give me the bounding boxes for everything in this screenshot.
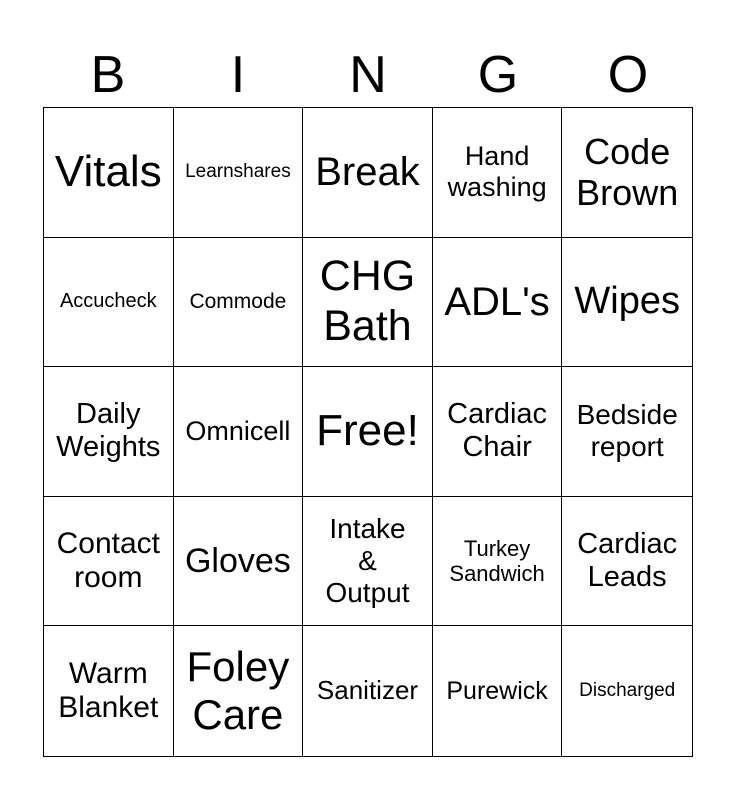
bingo-cell[interactable] bbox=[174, 238, 304, 368]
header-letter-g: G bbox=[477, 46, 519, 104]
bingo-cell-label: ADL's bbox=[444, 279, 550, 324]
bingo-cell-label: Commode bbox=[189, 289, 287, 313]
header-letter-n: N bbox=[349, 46, 387, 104]
bingo-cell[interactable] bbox=[433, 367, 563, 497]
bingo-cell[interactable] bbox=[433, 497, 563, 627]
header-letter-b: B bbox=[90, 46, 126, 104]
bingo-cell-label: CHG Bath bbox=[319, 252, 416, 350]
bingo-cell-label: Turkey Sandwich bbox=[449, 535, 545, 587]
bingo-cell-label: Intake & Output bbox=[325, 512, 410, 609]
bingo-cell-label: Foley Care bbox=[186, 642, 290, 739]
bingo-cell[interactable] bbox=[44, 238, 174, 368]
bingo-cell[interactable] bbox=[303, 108, 433, 238]
bingo-cell[interactable] bbox=[433, 108, 563, 238]
bingo-cell-label: Bedside report bbox=[576, 399, 678, 463]
bingo-cell[interactable] bbox=[433, 238, 563, 368]
bingo-cell[interactable] bbox=[174, 367, 304, 497]
bingo-cell-label: Cardiac Leads bbox=[577, 527, 678, 594]
bingo-header bbox=[43, 44, 693, 106]
bingo-cell[interactable] bbox=[562, 108, 692, 238]
bingo-board bbox=[43, 107, 693, 757]
bingo-cell-label: Free! bbox=[316, 406, 419, 456]
bingo-cell-label: Gloves bbox=[184, 541, 291, 580]
bingo-cell-label: Discharged bbox=[579, 680, 676, 702]
bingo-cell[interactable] bbox=[44, 626, 174, 756]
bingo-cell[interactable] bbox=[303, 238, 433, 368]
bingo-cell[interactable] bbox=[303, 626, 433, 756]
bingo-cell-label: Omnicell bbox=[185, 415, 291, 446]
bingo-cell-label: Accucheck bbox=[59, 290, 157, 313]
bingo-cell[interactable] bbox=[174, 108, 304, 238]
bingo-cell-label: Code Brown bbox=[576, 130, 679, 214]
bingo-cell[interactable] bbox=[433, 626, 563, 756]
bingo-cell[interactable] bbox=[562, 497, 692, 627]
bingo-cell[interactable] bbox=[44, 367, 174, 497]
bingo-cell-label: Wipes bbox=[574, 280, 680, 323]
bingo-cell-label: Contact room bbox=[56, 526, 160, 595]
bingo-cell[interactable] bbox=[174, 626, 304, 756]
bingo-free-space[interactable] bbox=[303, 367, 433, 497]
bingo-cell-label: Sanitizer bbox=[316, 675, 419, 706]
bingo-cell[interactable] bbox=[44, 497, 174, 627]
header-letter-i: I bbox=[230, 46, 246, 104]
bingo-cell-label: Break bbox=[315, 150, 420, 195]
bingo-cell[interactable] bbox=[562, 238, 692, 368]
bingo-cell-label: Learnshares bbox=[185, 161, 291, 183]
bingo-cell[interactable] bbox=[562, 626, 692, 756]
bingo-cell-label: Vitals bbox=[54, 147, 162, 196]
bingo-cell[interactable] bbox=[303, 497, 433, 627]
header-letter-o: O bbox=[607, 46, 649, 104]
bingo-cell[interactable] bbox=[174, 497, 304, 627]
bingo-cell-label: Purewick bbox=[446, 676, 548, 705]
bingo-cell-label: Hand washing bbox=[447, 141, 547, 203]
bingo-cell-label: Cardiac Chair bbox=[447, 398, 548, 464]
bingo-cell-label: Warm Blanket bbox=[58, 656, 159, 725]
bingo-cell-label: Daily Weights bbox=[56, 398, 161, 464]
bingo-cell[interactable] bbox=[562, 367, 692, 497]
bingo-cell[interactable] bbox=[44, 108, 174, 238]
